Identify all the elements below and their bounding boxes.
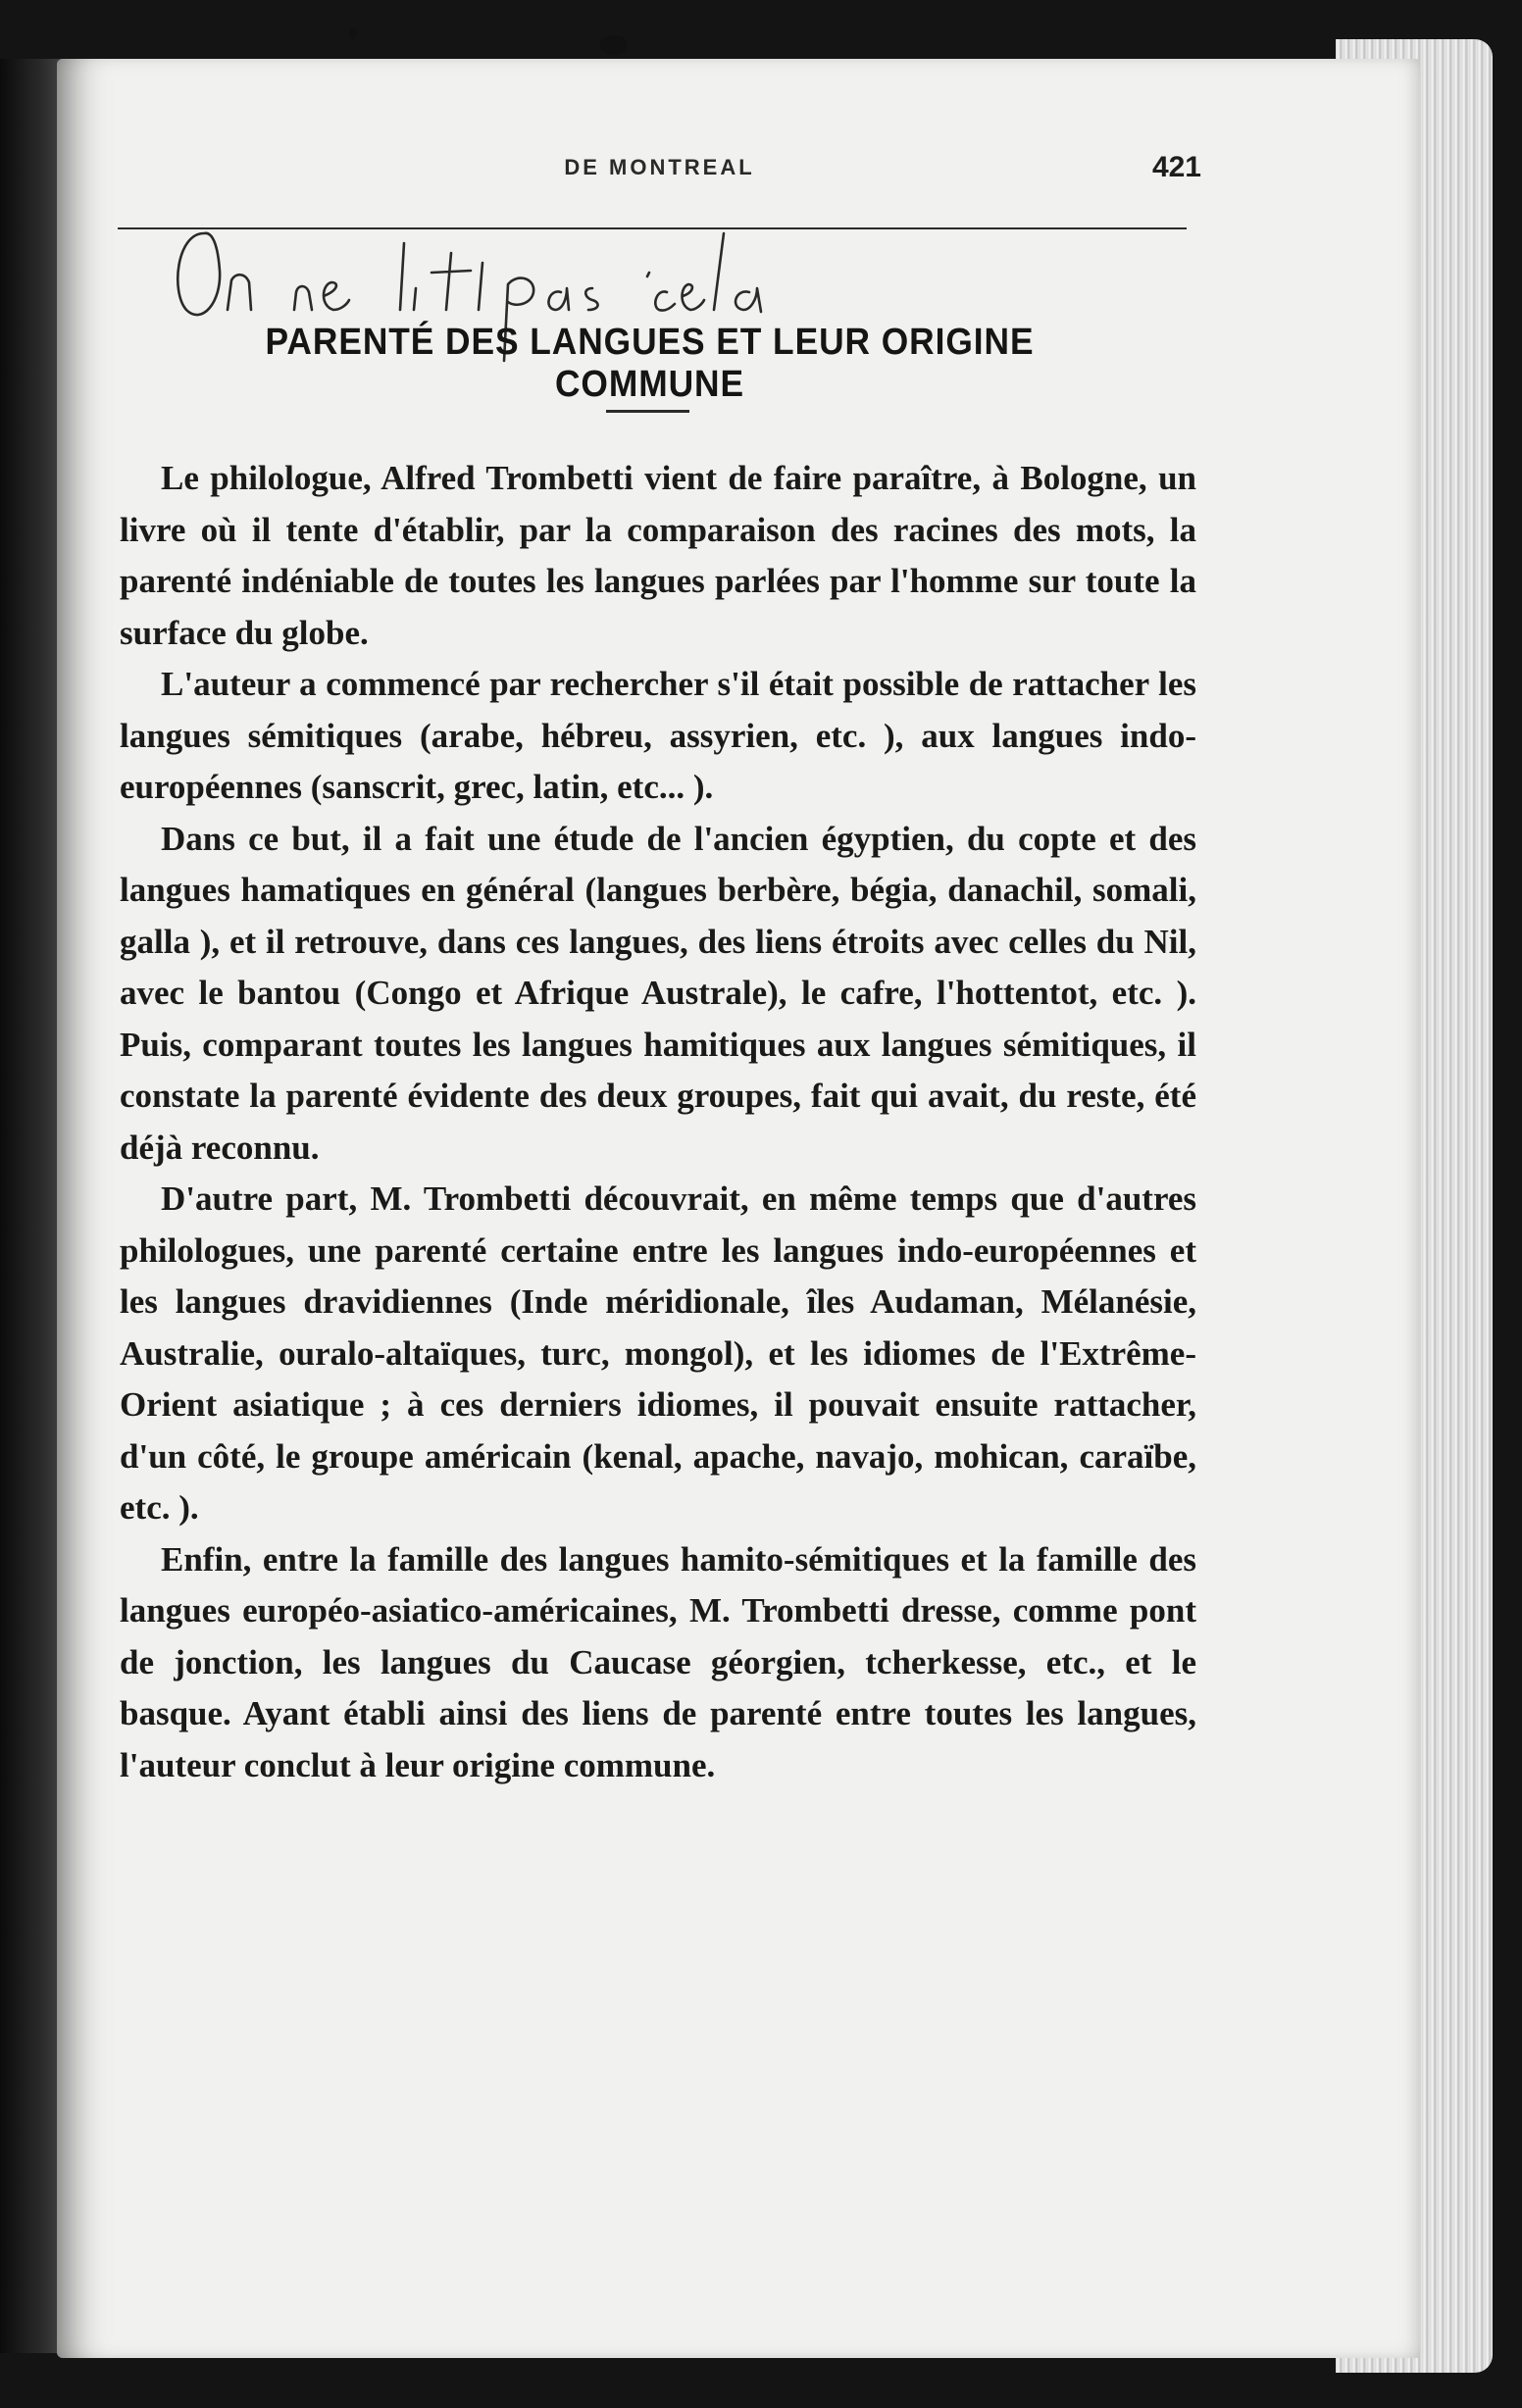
paragraph: Dans ce but, il a fait une étude de l'ancien égyptien, du copte et des langues hamatiques en général (langues berbère, bégia, danachil, somali, galla ), et il retrouve, dans ces langues, des liens étroits avec celles du Nil, avec le bantou (Congo et Afrique Australe), le cafre, l'hottentot, etc. ). Puis, comparant toutes les langues hamitiques aux langues sémitiques, il constate la parenté évidente des deux groupes, fait qui avait, du reste, été déjà reconnu. [120,819,1196,1167]
article-body [120,453,1196,1791]
page-number: 421 [1151,151,1201,183]
running-header [118,151,1201,194]
paragraph: L'auteur a commencé par rechercher s'il était possible de rattacher les langues sémitiques (arabe, hébreu, assyrien, etc. ), aux langues indo-européennes (sanscrit, grec, latin, etc... ). [120,665,1196,806]
article-title: PARENTÉ DES LANGUES ET LEUR ORIGINE COMMUNE [265,322,1035,405]
title-rule [606,410,689,413]
scan-speck [349,27,357,39]
paragraph: Enfin, entre la famille des langues hamito-sémitiques et la famille des langues européo-asiatico-américaines, M. Trombetti dresse, comme pont de jonction, les langues du Caucase géorgien, tcherkesse, etc., et le basque. Ayant établi ainsi des liens de parenté entre toutes les langues, l'auteur conclut à leur origine commune. [120,1539,1196,1784]
paragraph: D'autre part, M. Trombetti découvrait, en même temps que d'autres philologues, une parenté certaine entre les langues indo-européennes et les langues dravidiennes (Inde méridionale, îles Audaman, Mélanésie, Australie, ouralo-altaïques, turc, mongol), et les idiomes de l'Extrême-Orient asiatique ; à ces derniers idiomes, il pouvait ensuite rattacher, d'un côté, le groupe américain (kenal, apache, navajo, mohican, caraïbe, etc. ). [120,1179,1196,1527]
paragraph: Le philologue, Alfred Trombetti vient de faire paraître, à Bologne, un livre où il tente d'établir, par la comparaison des racines des mots, la parenté indéniable de toutes les langues parlées par l'homme sur toute la surface du globe. [120,459,1196,652]
scan-speck [600,35,628,55]
running-title: DE MONTREAL [564,155,755,179]
